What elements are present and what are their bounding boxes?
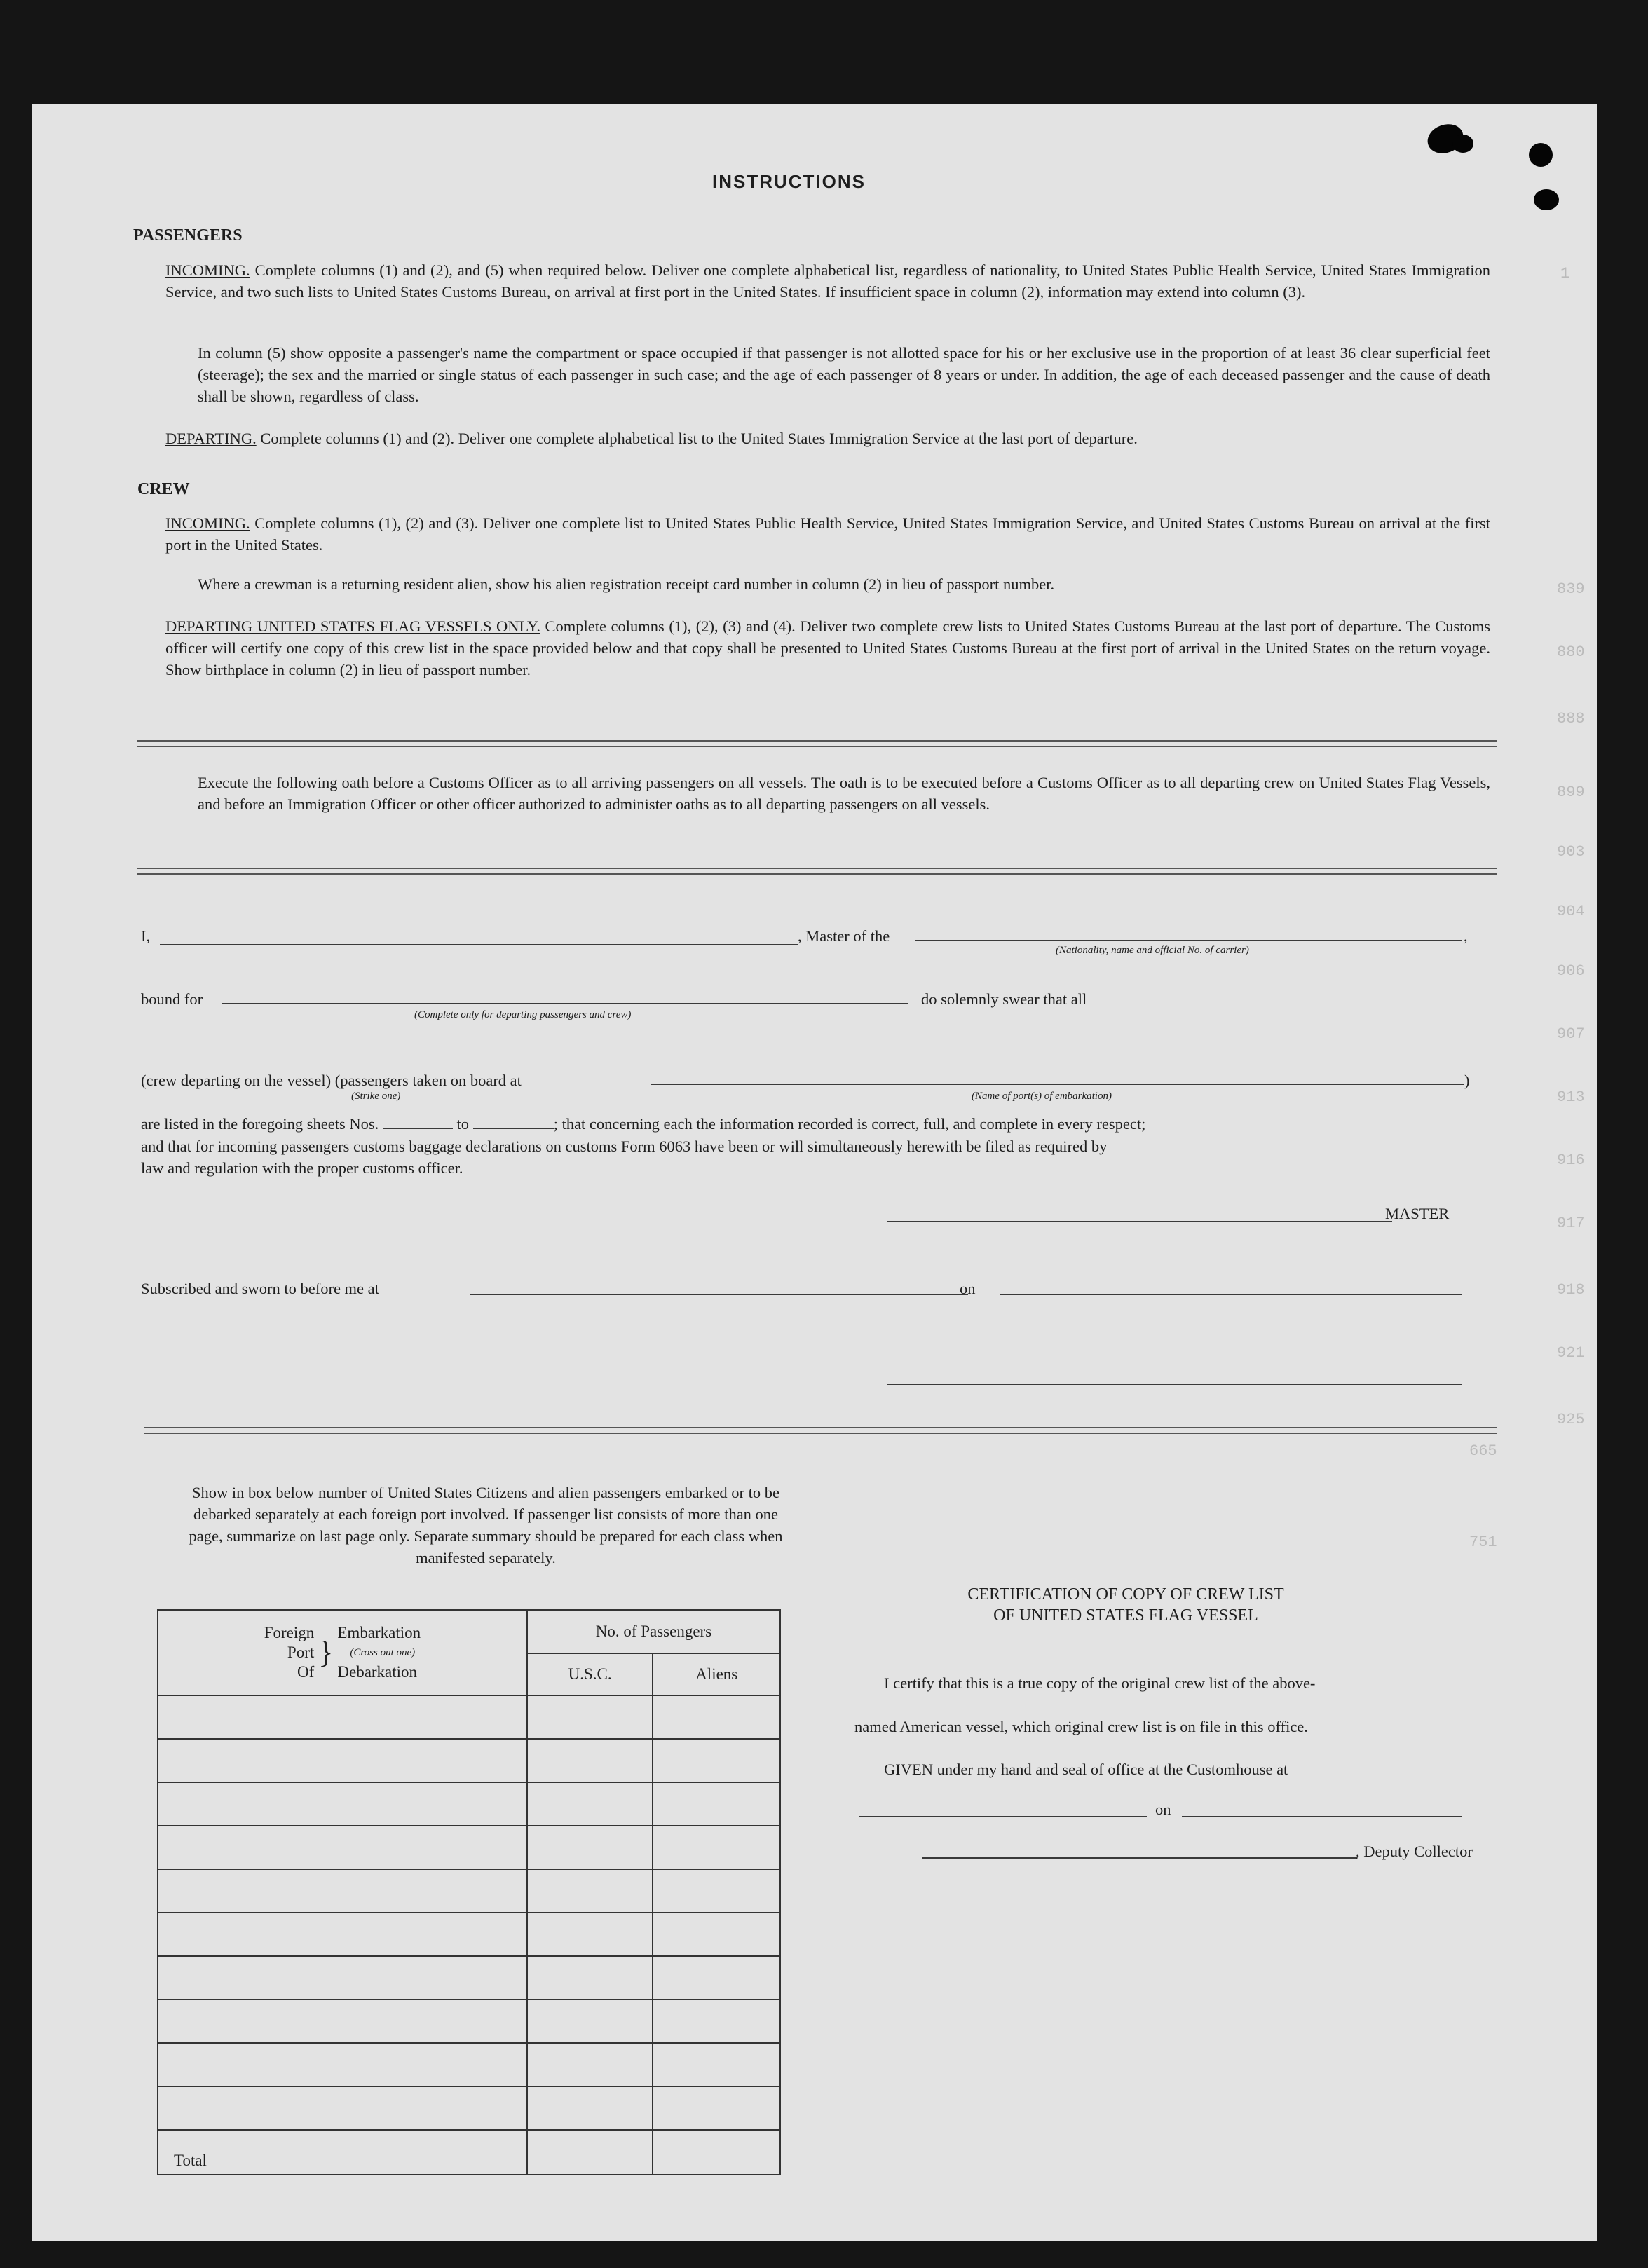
form-sheet: [32, 104, 1597, 2241]
table-row: [158, 1782, 780, 1826]
certification-text-3: GIVEN under my hand and seal of office at the Customhouse at: [884, 1761, 1288, 1778]
bleed-through-text: 751: [1469, 1533, 1497, 1551]
bleed-through-text: 916: [1557, 1152, 1585, 1169]
table-row: [158, 1913, 780, 1956]
oath-master-label: MASTER: [1385, 1205, 1450, 1222]
crew-departing-label: DEPARTING UNITED STATES FLAG VESSELS ONLY.: [165, 617, 540, 635]
brace-icon: }: [318, 1635, 334, 1669]
passengers-heading: PASSENGERS: [133, 226, 243, 245]
table-row: [158, 2086, 780, 2130]
bleed-through-text: 921: [1557, 1344, 1585, 1362]
of-label: Of: [297, 1663, 315, 1681]
deputy-collector-label: , Deputy Collector: [1356, 1843, 1473, 1860]
aliens-cell[interactable]: [653, 1695, 780, 1739]
embarkation-ports-field[interactable]: [651, 1084, 1464, 1085]
oath-listed-2: ; that concerning each the information recorded is correct, full, and complete in every respect;: [553, 1115, 1146, 1133]
sheet-from-field[interactable]: [383, 1128, 453, 1129]
ink-blot: [1529, 143, 1553, 167]
bleed-through-text: 913: [1557, 1088, 1585, 1106]
table-row: [158, 2043, 780, 2086]
foreign-port-cell[interactable]: [158, 1869, 527, 1913]
foreign-port-cell[interactable]: [158, 1956, 527, 2000]
table-header-row: [158, 1610, 780, 1653]
cross-out-label: (Cross out one): [350, 1647, 416, 1658]
passengers-incoming-paragraph: [165, 259, 1490, 303]
passengers-departing-label: DEPARTING.: [165, 430, 257, 447]
foreign-label: Foreign: [264, 1624, 315, 1641]
crew-incoming-text: Complete columns (1), (2) and (3). Deliver one complete list to United States Public Health Service, United States Immigration Service, and United States Customs Bureau on arrival at the first port in the United States.: [165, 514, 1490, 554]
ports-caption: (Name of port(s) of embarkation): [972, 1091, 1112, 1102]
aliens-cell[interactable]: [653, 1826, 780, 1869]
foreign-port-cell[interactable]: [158, 1826, 527, 1869]
sheet-to-field[interactable]: [473, 1128, 554, 1129]
debarkation-label[interactable]: Debarkation: [337, 1663, 418, 1681]
foreign-port-cell[interactable]: [158, 2000, 527, 2043]
passengers-departing-paragraph: [165, 428, 1490, 449]
page-title: INSTRUCTIONS: [712, 171, 866, 192]
oath-listed-1: are listed in the foregoing sheets Nos.: [141, 1115, 379, 1133]
passengers-departing-text: Complete columns (1) and (2). Deliver one complete alphabetical list to the United States Immigration Service at the last port of departure.: [260, 430, 1138, 447]
oath-instructions: Execute the following oath before a Customs Officer as to all arriving passengers on all vessels. The oath is to be executed before a Customs Officer as to all departing crew on United States Flag Vessels, and before an Immigration Officer or other officer authorized to administer oaths as to all departing passengers on all vessels.: [198, 774, 1490, 813]
bound-caption: (Complete only for departing passengers and crew): [414, 1009, 632, 1020]
usc-cell[interactable]: [527, 1739, 653, 1782]
usc-cell[interactable]: [527, 1826, 653, 1869]
section-divider: [137, 868, 1497, 875]
oath-listed-3: and that for incoming passengers customs baggage declarations on customs Form 6063 have been or will simultaneously herewith be filed as required by: [141, 1138, 1108, 1155]
total-aliens-cell[interactable]: [653, 2130, 780, 2175]
oath-listed-line-1: [141, 1113, 1497, 1135]
sworn-on-field[interactable]: [1000, 1294, 1462, 1295]
bleed-through-text: 925: [1557, 1411, 1585, 1428]
aliens-cell[interactable]: [653, 1739, 780, 1782]
bleed-through-text: 906: [1557, 962, 1585, 980]
passenger-summary-table: [157, 1609, 781, 2175]
usc-cell[interactable]: [527, 1695, 653, 1739]
foreign-port-cell[interactable]: [158, 1913, 527, 1956]
no-of-passengers-header: No. of Passengers: [527, 1610, 780, 1653]
bleed-through-text: 917: [1557, 1215, 1585, 1232]
usc-cell[interactable]: [527, 1782, 653, 1826]
oath-listed-4: law and regulation with the proper customs officer.: [141, 1159, 463, 1177]
foreign-port-cell[interactable]: [158, 2086, 527, 2130]
bleed-through-text: 903: [1557, 843, 1585, 861]
officer-signature-field[interactable]: [887, 1384, 1462, 1385]
aliens-cell[interactable]: [653, 1913, 780, 1956]
bleed-through-text: 1: [1560, 265, 1570, 282]
total-label: Total: [158, 2130, 527, 2175]
oath-subscribed: Subscribed and sworn to before me at: [141, 1280, 379, 1297]
port-label: Port: [287, 1644, 315, 1661]
foreign-port-cell[interactable]: [158, 2043, 527, 2086]
bleed-through-text: 665: [1469, 1442, 1497, 1460]
certification-text-1: I certify that this is a true copy of the original crew list of the above-: [884, 1674, 1316, 1692]
carrier-field[interactable]: [915, 940, 1462, 941]
table-row: [158, 1869, 780, 1913]
aliens-cell[interactable]: [653, 1869, 780, 1913]
usc-cell[interactable]: [527, 2043, 653, 2086]
certification-date-field[interactable]: [1182, 1816, 1462, 1817]
table-row: [158, 1695, 780, 1739]
certification-heading-2: OF UNITED STATES FLAG VESSEL: [993, 1606, 1258, 1625]
usc-header: U.S.C.: [527, 1653, 653, 1695]
bound-for-field[interactable]: [222, 1003, 908, 1004]
table-row: [158, 1956, 780, 2000]
foreign-port-cell[interactable]: [158, 1695, 527, 1739]
aliens-cell[interactable]: [653, 1956, 780, 2000]
strike-one-caption: (Strike one): [351, 1091, 401, 1102]
aliens-cell[interactable]: [653, 2043, 780, 2086]
table-row: [158, 1739, 780, 1782]
aliens-cell[interactable]: [653, 1782, 780, 1826]
passengers-incoming-label: INCOMING.: [165, 261, 250, 279]
crew-alien-paragraph: Where a crewman is a returning resident alien, show his alien registration receipt card number in column (2) in lieu of passport number.: [198, 575, 1055, 593]
master-signature-field[interactable]: [887, 1221, 1392, 1222]
oath-comma: ,: [1464, 927, 1468, 945]
sworn-at-field[interactable]: [470, 1294, 968, 1295]
passengers-column5-paragraph: In column (5) show opposite a passenger's name the compartment or space occupied if that passenger is not allotted space for his or her exclusive use in the proportion of at least 36 clear superficial feet (steerage); the sex and the married or single status of each passenger in such case; and the age of each passenger of 8 years or under. In addition, the age of each deceased passenger and the cause of death shall be shown, regardless of class.: [198, 344, 1490, 405]
aliens-cell[interactable]: [653, 2000, 780, 2043]
oath-crew-departing: (crew departing on the vessel) (passengers taken on board at: [141, 1072, 522, 1089]
embarkation-label[interactable]: Embarkation: [337, 1624, 421, 1641]
oath-i: I,: [141, 927, 151, 945]
aliens-header: Aliens: [653, 1653, 780, 1695]
crew-incoming-label: INCOMING.: [165, 514, 250, 532]
certification-on: on: [1155, 1801, 1171, 1818]
certification-text-2: named American vessel, which original crew list is on file in this office.: [854, 1718, 1308, 1735]
table-total-row: [158, 2130, 780, 2175]
summary-note: Show in box below number of United States Citizens and alien passengers embarked or to be debarked separately at each foreign port involved. If passenger list consists of more than one page, summarize on last page only. Separate summary should be prepared for each class when manifested separately.: [189, 1484, 783, 1566]
customhouse-field[interactable]: [859, 1816, 1147, 1817]
usc-cell[interactable]: [527, 2000, 653, 2043]
total-usc-cell[interactable]: [527, 2130, 653, 2175]
crew-departing-paragraph: [165, 615, 1490, 681]
bleed-through-text: 907: [1557, 1025, 1585, 1043]
ink-blot: [1534, 189, 1559, 210]
crew-heading: CREW: [137, 480, 190, 498]
aliens-cell[interactable]: [653, 2086, 780, 2130]
carrier-caption: (Nationality, name and official No. of carrier): [1056, 945, 1249, 956]
certification-heading: [845, 1584, 1406, 1626]
bleed-through-text: 839: [1557, 580, 1585, 598]
oath-swear: do solemnly swear that all: [921, 990, 1087, 1008]
oath-on: on: [960, 1280, 976, 1297]
foreign-port-header: [158, 1610, 527, 1695]
oath-master-of-the: , Master of the: [798, 927, 890, 945]
usc-cell[interactable]: [527, 2086, 653, 2130]
deputy-collector-signature-field[interactable]: [922, 1857, 1357, 1859]
crew-departing-text: Complete columns (1), (2), (3) and (4). Deliver two complete crew lists to United States Customs Bureau at the last port of departure. The Customs officer will certify one copy of this crew list in the space provided below and that copy shall be presented to United States Customs Bureau at the first port of arrival in the United States on the return voyage. Show birthplace in column (2) in lieu of passport number.: [165, 617, 1491, 678]
oath-close-paren: ): [1464, 1072, 1470, 1089]
usc-cell[interactable]: [527, 1956, 653, 2000]
certification-heading-1: CERTIFICATION OF COPY OF CREW LIST: [967, 1585, 1284, 1604]
bleed-through-text: 918: [1557, 1281, 1585, 1299]
passengers-incoming-text: Complete columns (1) and (2), and (5) when required below. Deliver one complete alphabetical list, regardless of nationality, to United States Public Health Service, United States Immigration Service, and two such lists to United States Customs Bureau, on arrival at first port in the United States. If insufficient space in column (2), information may extend into column (3).: [165, 261, 1490, 301]
bleed-through-text: 904: [1557, 903, 1585, 920]
foreign-port-cell[interactable]: [158, 1739, 527, 1782]
bleed-through-text: 899: [1557, 784, 1585, 801]
section-divider: [137, 740, 1497, 747]
oath-to: to: [456, 1115, 470, 1133]
master-name-field[interactable]: [160, 944, 798, 945]
table-row: [158, 2000, 780, 2043]
table-row: [158, 1826, 780, 1869]
oath-bound-for: bound for: [141, 990, 203, 1008]
section-divider: [144, 1427, 1497, 1434]
table-body: [158, 1695, 780, 2130]
bleed-through-text: 888: [1557, 710, 1585, 727]
foreign-port-cell[interactable]: [158, 1782, 527, 1826]
usc-cell[interactable]: [527, 1913, 653, 1956]
ink-blot: [1452, 135, 1473, 153]
crew-incoming-paragraph: [165, 512, 1490, 556]
bleed-through-text: 880: [1557, 643, 1585, 661]
usc-cell[interactable]: [527, 1869, 653, 1913]
